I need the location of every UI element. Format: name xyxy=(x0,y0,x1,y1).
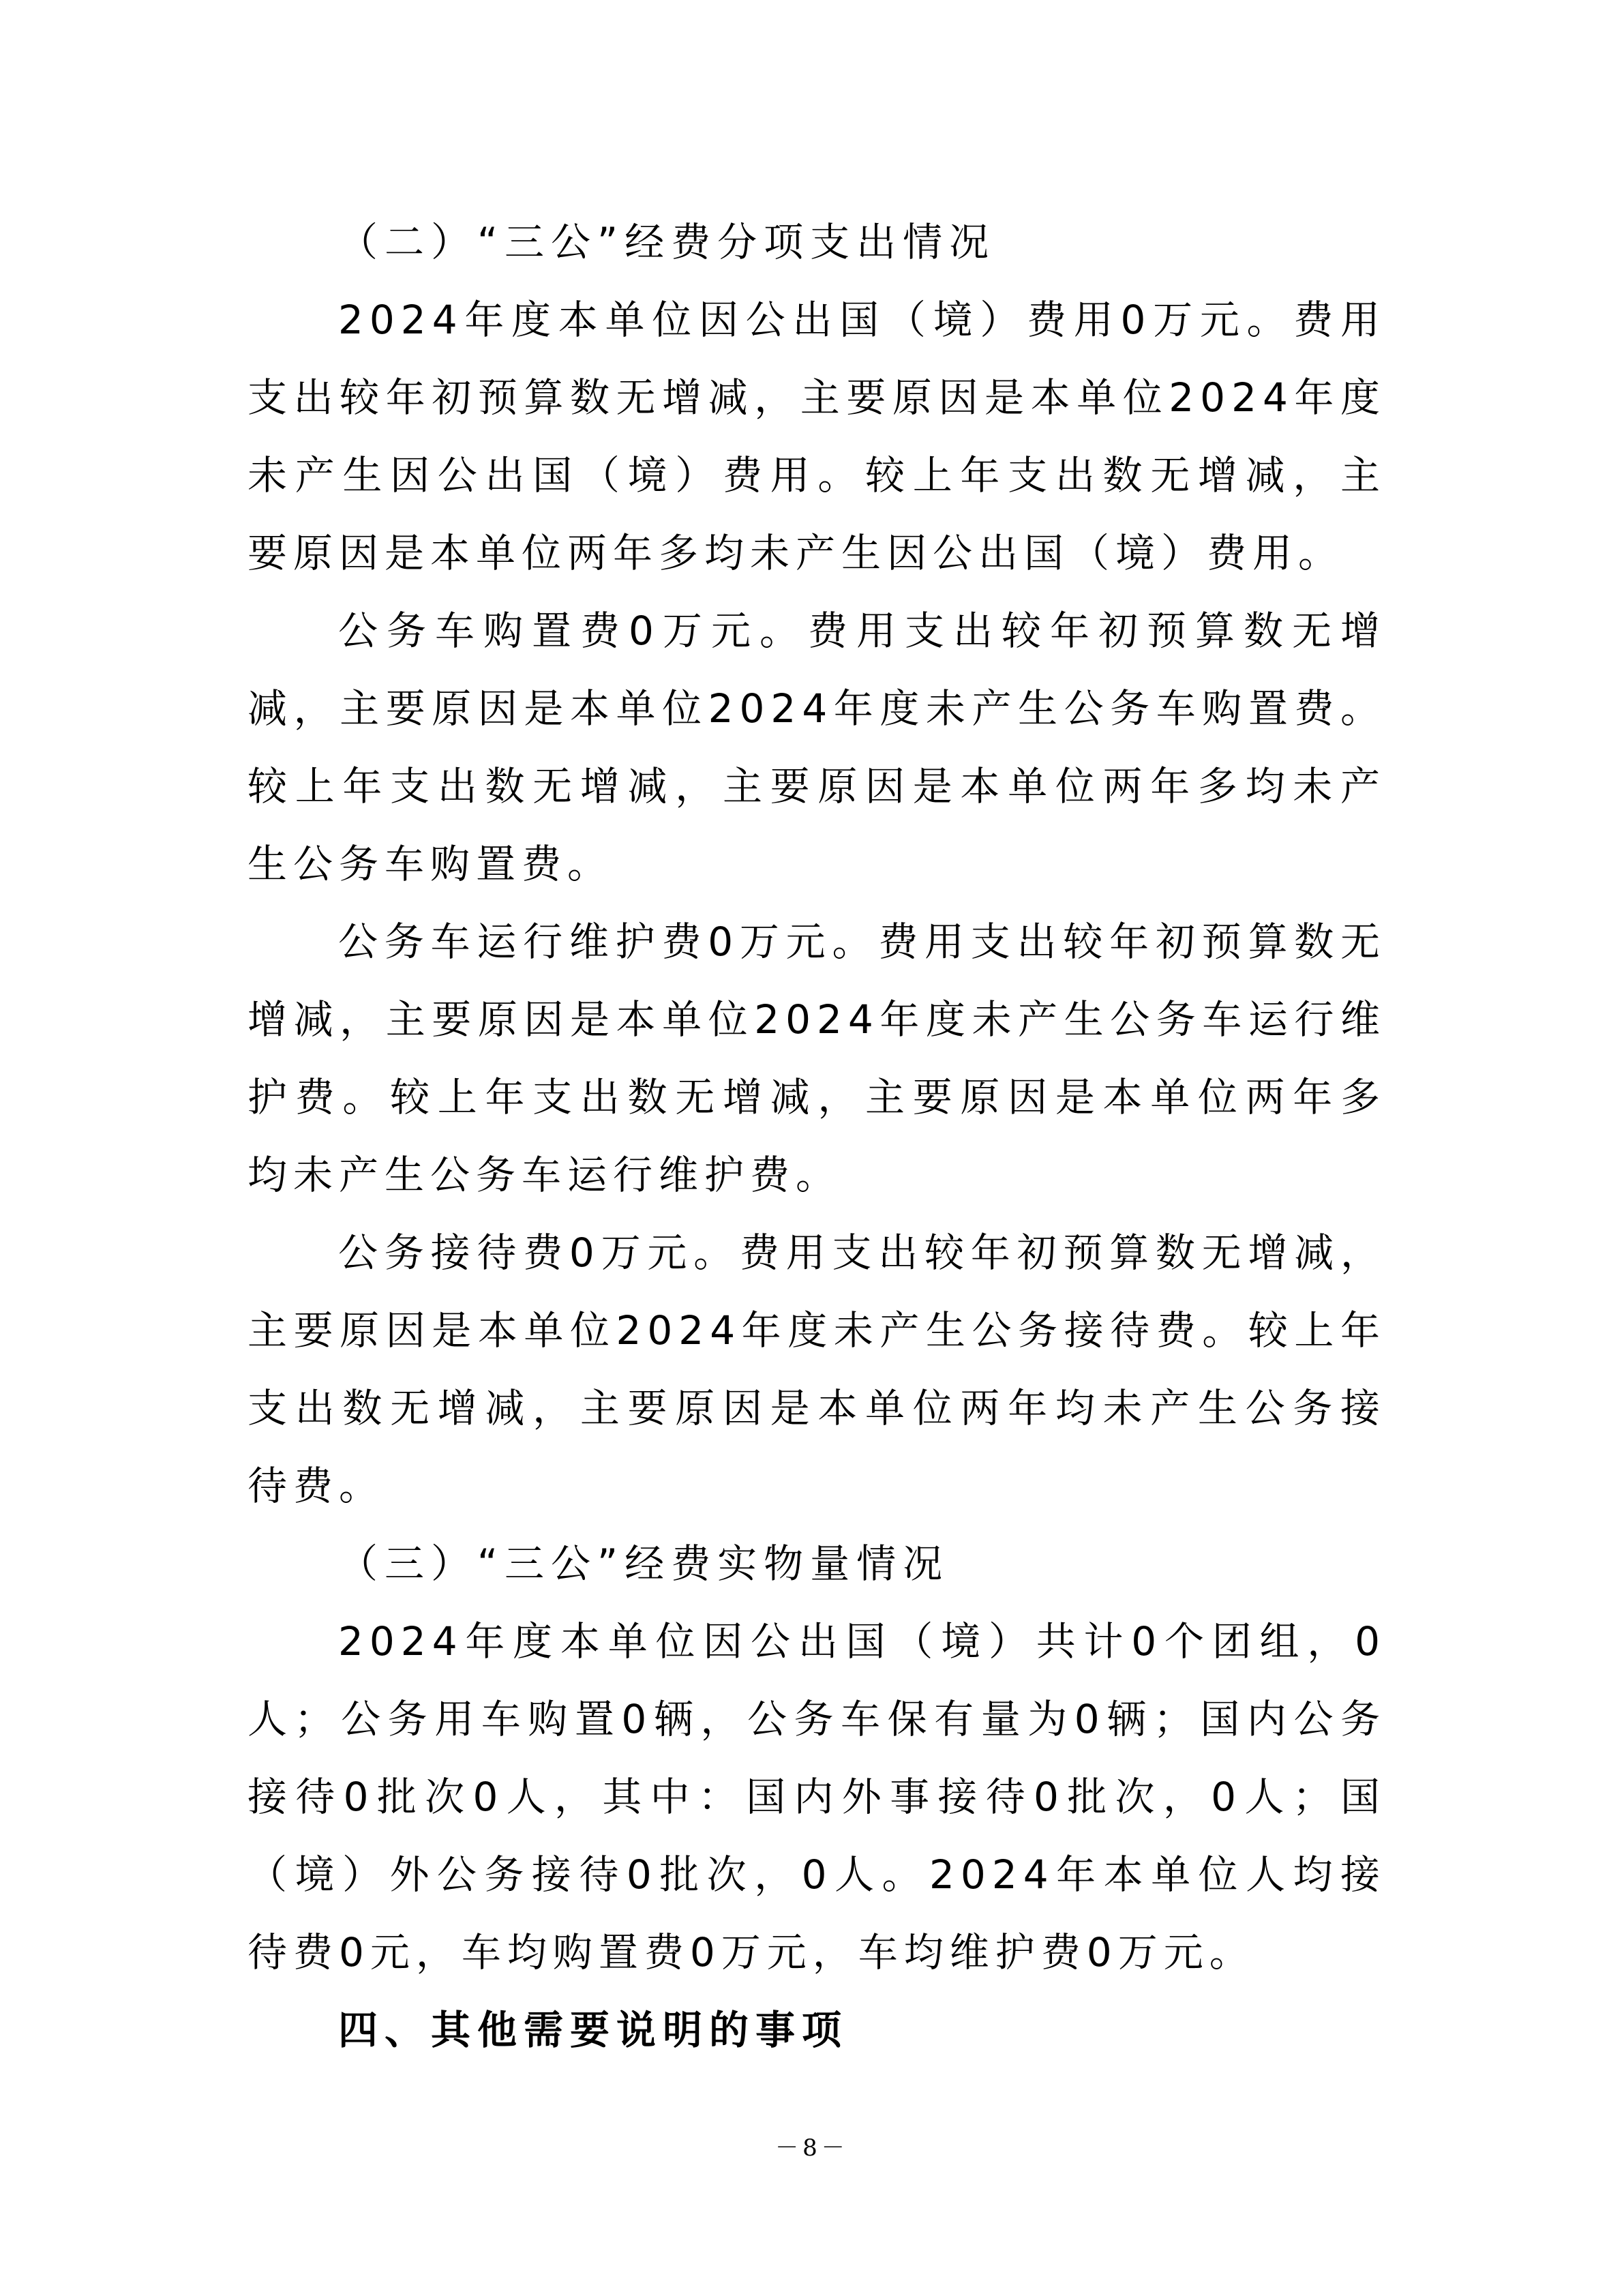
paragraph-vehicle-operation: 公务车运行维护费0万元。费用支出较年初预算数无增减，主要原因是本单位2024年度未产生公务车运行维护费。较上年支出数无增减，主要原因是本单位两年多均未产生公务车运行维护费。 xyxy=(247,919,1386,1198)
paragraph-physical-quantity: 2024年度本单位因公出国（境）共计0个团组，0人；公务用车购置0辆，公务车保有量为0辆；国内公务接待0批次0人，其中：国内外事接待0批次，0人；国（境）外公务接待0批次，0人。2024年本单位人均接待费0元，车均购置费0万元，车均维护费0万元。 xyxy=(247,1618,1386,1976)
paragraph-vehicle-purchase: 公务车购置费0万元。费用支出较年初预算数无增减，主要原因是本单位2024年度未产生公务车购置费。较上年支出数无增减，主要原因是本单位两年多均未产生公务车购置费。 xyxy=(247,608,1386,887)
paragraph-abroad-expense: 2024年度本单位因公出国（境）费用0万元。费用支出较年初预算数无增减，主要原因是本单位2024年度未产生因公出国（境）费用。较上年支出数无增减，主要原因是本单位两年多均未产生因公出国（境）费用。 xyxy=(247,297,1386,576)
subheading-three-public-physical: （三）“三公”经费实物量情况 xyxy=(338,1540,950,1587)
subheading-three-public-expense-items: （二）“三公”经费分项支出情况 xyxy=(338,219,996,265)
document-body xyxy=(247,203,1386,2069)
section-heading-other-matters: 四、其他需要说明的事项 xyxy=(338,2007,849,2053)
page-number: －8－ xyxy=(775,2134,849,2162)
paragraph-reception-expense: 公务接待费0万元。费用支出较年初预算数无增减，主要原因是本单位2024年度未产生公务接待费。较上年支出数无增减，主要原因是本单位两年均未产生公务接待费。 xyxy=(247,1229,1386,1509)
